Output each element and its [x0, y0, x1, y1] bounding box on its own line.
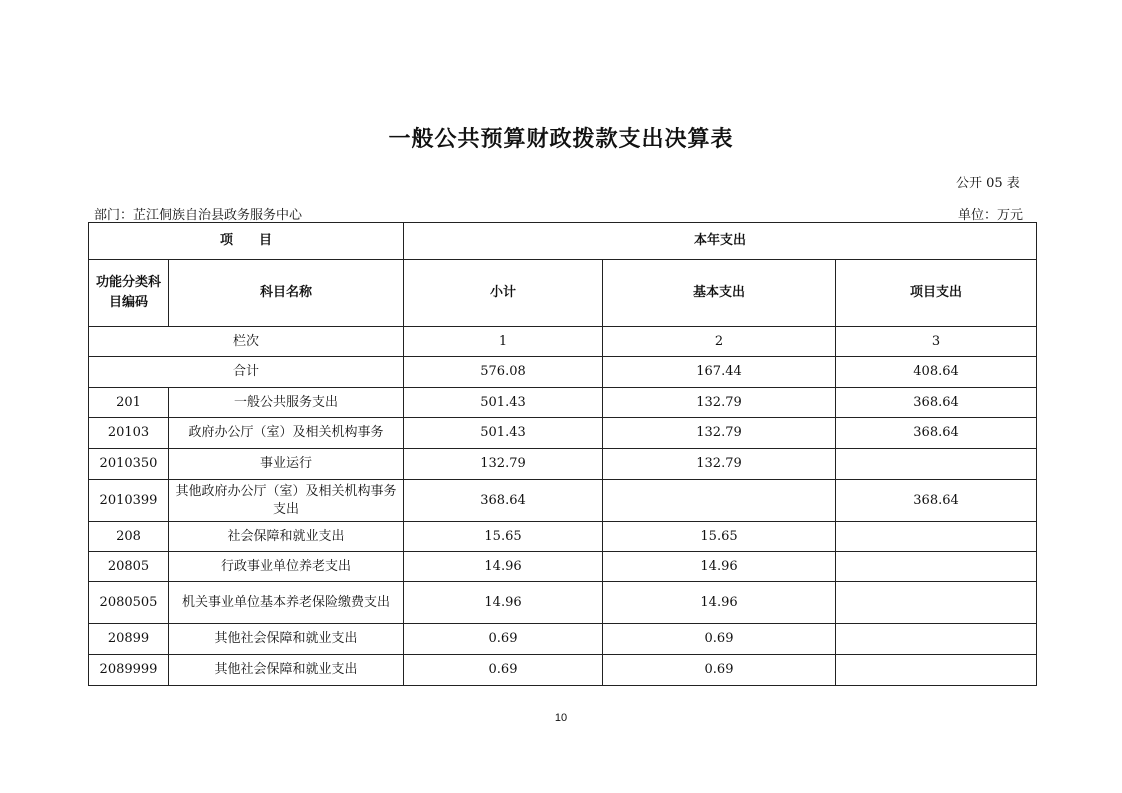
- row-project: [836, 582, 1037, 624]
- row-basic: 0.69: [603, 624, 836, 655]
- row-code: 201: [89, 388, 169, 418]
- row-basic: 14.96: [603, 582, 836, 624]
- row-basic: 132.79: [603, 418, 836, 449]
- header-subtotal: 小计: [404, 260, 603, 327]
- unit-label: 单位：万元: [958, 208, 1024, 223]
- row-basic: 15.65: [603, 522, 836, 552]
- row-project: [836, 552, 1037, 582]
- table-row: [89, 552, 1037, 582]
- page-number: 10: [554, 712, 568, 724]
- row-name: 事业运行: [169, 449, 404, 480]
- row-project: [836, 522, 1037, 552]
- row-subtotal: 132.79: [404, 449, 603, 480]
- row-name: 其他社会保障和就业支出: [169, 655, 404, 686]
- table-row: [89, 522, 1037, 552]
- row-code: 20103: [89, 418, 169, 449]
- row-basic: 0.69: [603, 655, 836, 686]
- row-name: 行政事业单位养老支出: [169, 552, 404, 582]
- row-name: 机关事业单位基本养老保险缴费支出: [169, 582, 404, 624]
- row-code: 20899: [89, 624, 169, 655]
- table-row: [89, 480, 1037, 522]
- row-project: 368.64: [836, 418, 1037, 449]
- column-number-3: 3: [836, 327, 1037, 357]
- row-code: 2010399: [89, 480, 169, 522]
- row-code: 20805: [89, 552, 169, 582]
- table-row: [89, 449, 1037, 480]
- row-code: 2010350: [89, 449, 169, 480]
- column-number-2: 2: [603, 327, 836, 357]
- row-name: 政府办公厅（室）及相关机构事务: [169, 418, 404, 449]
- row-subtotal: 501.43: [404, 388, 603, 418]
- row-basic: 132.79: [603, 388, 836, 418]
- table-row: [89, 388, 1037, 418]
- document-title: 一般公共预算财政拨款支出决算表: [388, 127, 734, 152]
- header-project: 项 目: [89, 223, 404, 260]
- header-row-1: [89, 223, 1037, 260]
- header-basic: 基本支出: [603, 260, 836, 327]
- row-subtotal: 14.96: [404, 552, 603, 582]
- header-name: 科目名称: [169, 260, 404, 327]
- row-project: [836, 449, 1037, 480]
- column-number-1: 1: [404, 327, 603, 357]
- header-project-expense: 项目支出: [836, 260, 1037, 327]
- header-code: 功能分类科目编码: [89, 260, 169, 327]
- row-subtotal: 0.69: [404, 655, 603, 686]
- row-name: 其他社会保障和就业支出: [169, 624, 404, 655]
- header-current-year: 本年支出: [404, 223, 1037, 260]
- table-row: [89, 624, 1037, 655]
- total-label: 合计: [89, 357, 404, 388]
- column-number-row: [89, 327, 1037, 357]
- row-subtotal: 15.65: [404, 522, 603, 552]
- row-basic: [603, 480, 836, 522]
- row-code: 208: [89, 522, 169, 552]
- row-project: [836, 624, 1037, 655]
- row-code: 2089999: [89, 655, 169, 686]
- row-subtotal: 501.43: [404, 418, 603, 449]
- header-row-2: [89, 260, 1037, 327]
- row-subtotal: 368.64: [404, 480, 603, 522]
- total-row: [89, 357, 1037, 388]
- row-basic: 132.79: [603, 449, 836, 480]
- row-project: [836, 655, 1037, 686]
- table-row: [89, 582, 1037, 624]
- row-name: 其他政府办公厅（室）及相关机构事务支出: [169, 480, 404, 522]
- form-number: 公开 05 表: [956, 176, 1020, 191]
- row-basic: 14.96: [603, 552, 836, 582]
- row-name: 一般公共服务支出: [169, 388, 404, 418]
- column-number-label: 栏次: [89, 327, 404, 357]
- row-project: 368.64: [836, 480, 1037, 522]
- department-label: 部门：芷江侗族自治县政务服务中心: [94, 208, 303, 223]
- table-row: [89, 655, 1037, 686]
- row-project: 368.64: [836, 388, 1037, 418]
- row-code: 2080505: [89, 582, 169, 624]
- row-subtotal: 0.69: [404, 624, 603, 655]
- row-name: 社会保障和就业支出: [169, 522, 404, 552]
- budget-table: [88, 222, 1037, 686]
- table-row: [89, 418, 1037, 449]
- total-subtotal: 576.08: [404, 357, 603, 388]
- total-basic: 167.44: [603, 357, 836, 388]
- row-subtotal: 14.96: [404, 582, 603, 624]
- total-project: 408.64: [836, 357, 1037, 388]
